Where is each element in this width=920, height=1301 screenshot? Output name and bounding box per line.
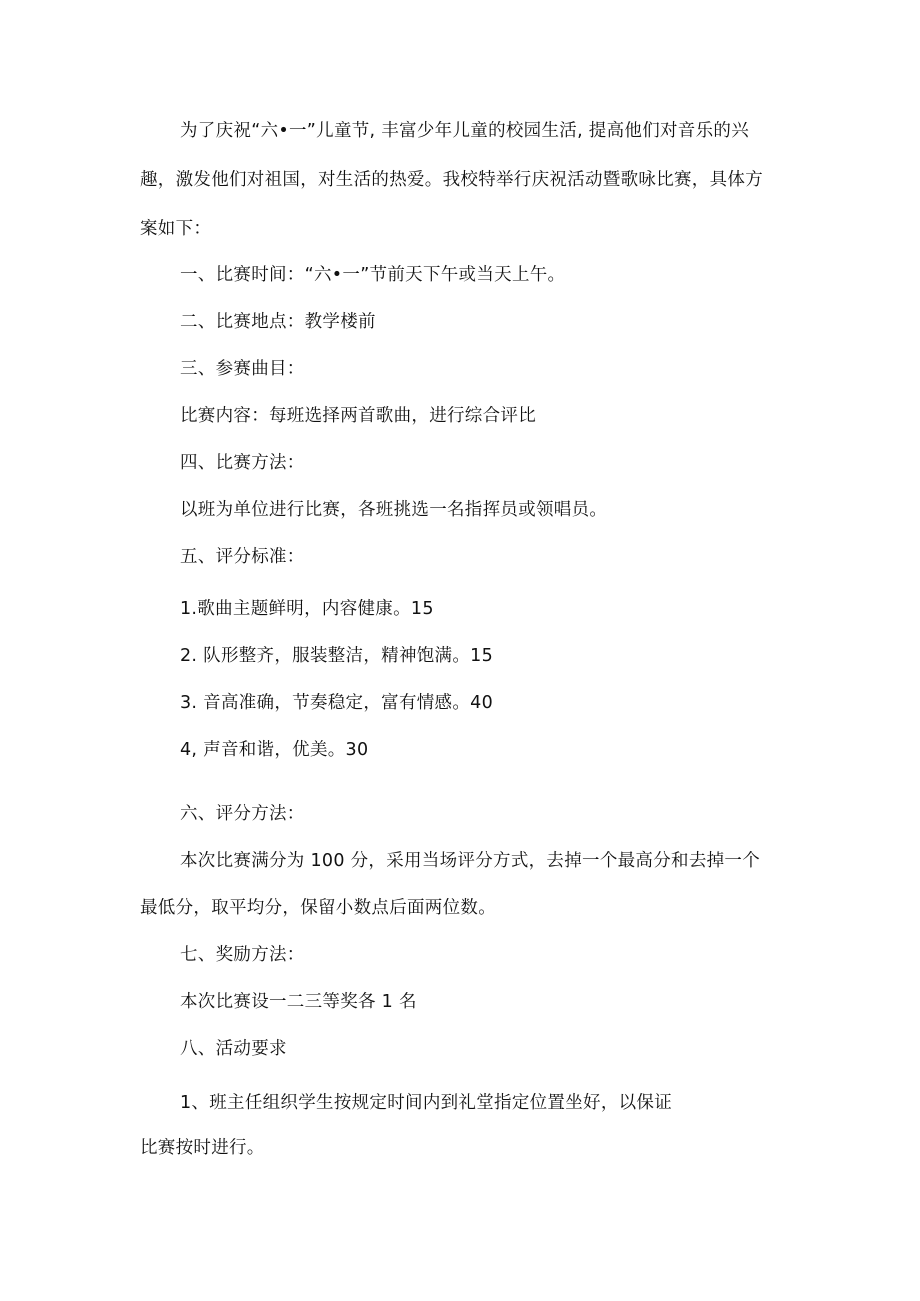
intro-line-1: 为了庆祝“六•一”儿童节, 丰富少年儿童的校园生活, 提高他们对音乐的兴: [180, 121, 750, 141]
section-method-content: 以班为单位进行比赛，各班挑选一名指挥员或领唱员。: [180, 500, 608, 520]
section-time: 一、比赛时间：“六•一”节前天下午或当天上午。: [180, 265, 566, 285]
criteria-item-3: 3. 音高准确，节奏稳定，富有情感。40: [180, 693, 494, 713]
scoring-content-line-2: 最低分，取平均分，保留小数点后面两位数。: [140, 898, 496, 918]
section-criteria-heading: 五、评分标准：: [180, 547, 305, 567]
section-scoring-heading: 六、评分方法：: [180, 804, 305, 824]
intro-line-2: 趣，激发他们对祖国，对生活的热爱。我校特举行庆祝活动暨歌咏比赛，具体方: [140, 170, 763, 190]
requirement-line-1: 1、班主任组织学生按规定时间内到礼堂指定位置坐好，以保证: [180, 1093, 673, 1113]
intro-line-3: 案如下：: [140, 219, 212, 239]
criteria-item-2: 2. 队形整齐，服装整洁，精神饱满。15: [180, 646, 494, 666]
section-songs-content: 比赛内容：每班选择两首歌曲，进行综合评比: [180, 406, 536, 426]
section-awards-heading: 七、奖励方法：: [180, 945, 305, 965]
criteria-item-1: 1.歌曲主题鲜明，内容健康。15: [180, 599, 434, 619]
requirement-line-2: 比赛按时进行。: [140, 1138, 265, 1158]
section-place: 二、比赛地点：教学楼前: [180, 312, 376, 332]
criteria-item-4: 4, 声音和谐，优美。30: [180, 740, 369, 760]
section-awards-content: 本次比赛设一二三等奖各 1 名: [180, 992, 417, 1012]
scoring-content-line-1: 本次比赛满分为 100 分，采用当场评分方式，去掉一个最高分和去掉一个: [180, 851, 761, 871]
section-requirements-heading: 八、活动要求: [180, 1039, 287, 1059]
section-songs-heading: 三、参赛曲目：: [180, 359, 305, 379]
section-method-heading: 四、比赛方法：: [180, 453, 305, 473]
